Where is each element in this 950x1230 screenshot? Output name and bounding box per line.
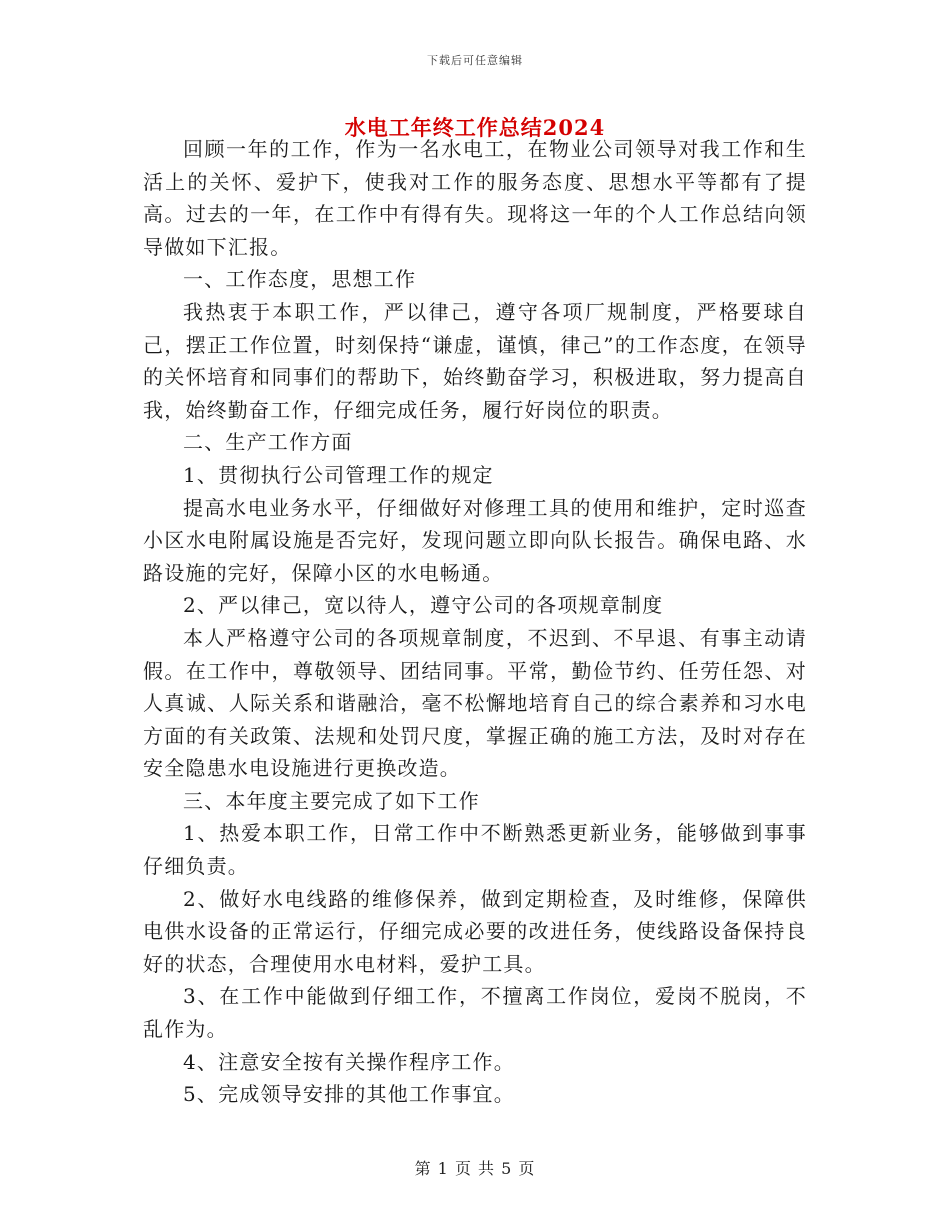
list-item: 4、注意安全按有关操作程序工作。: [183, 1049, 515, 1074]
list-item: 1、热爱本职工作，日常工作中不断熟悉更新业务，能够做到事事仔细负责。: [143, 821, 807, 879]
page-number-label: 第 1 页 共 5 页: [414, 1159, 536, 1178]
document-body: [143, 133, 807, 1111]
paragraph: 回顾一年的工作，作为一名水电工，在物业公司领导对我工作和生活上的关怀、爱护下，使我对工作的服务态度、思想水平等都有了提高。过去的一年，在工作中有得有失。现将这一年的个人工作总结向领导做如下汇报。: [143, 137, 807, 259]
subsection-heading: 1、贯彻执行公司管理工作的规定: [183, 462, 494, 487]
section-heading: 二、生产工作方面: [183, 430, 353, 455]
subsection-heading: 2、严以律己，宽以待人，遵守公司的各项规章制度: [183, 593, 664, 618]
paragraph: 本人严格遵守公司的各项规章制度，不迟到、不早退、有事主动请假。在工作中，尊敬领导、团结同事。平常，勤俭节约、任劳任怨、对人真诚、人际关系和谐融洽，毫不松懈地培育自己的综合素养和习水电方面的有关政策、法规和处罚尺度，掌握正确的施工方法，及时对存在安全隐患水电设施进行更换改造。: [143, 625, 807, 781]
list-item: 3、在工作中能做到仔细工作，不擅离工作岗位，爱岗不脱岗，不乱作为。: [143, 984, 807, 1042]
section-heading: 三、本年度主要完成了如下工作: [183, 788, 480, 813]
list-item: 2、做好水电线路的维修保养，做到定期检查，及时维修，保障供电供水设备的正常运行，仔细完成必要的改进任务，使线路设备保持良好的状态，合理使用水电材料，爱护工具。: [143, 886, 807, 976]
paragraph: 提高水电业务水平，仔细做好对修理工具的使用和维护，定时巡查小区水电附属设施是否完好，发现问题立即向队长报告。确保电路、水路设施的完好，保障小区的水电畅通。: [143, 495, 807, 585]
page-footer: [0, 1156, 950, 1179]
list-item: 5、完成领导安排的其他工作事宜。: [183, 1082, 515, 1107]
paragraph: 我热衷于本职工作，严以律己，遵守各项厂规制度，严格要球自己，摆正工作位置，时刻保持“谦虚，谨慎，律己”的工作态度，在领导的关怀培育和同事们的帮助下，始终勤奋学习，积极进取，努力提高自我，始终勤奋工作，仔细完成任务，履行好岗位的职责。: [143, 299, 807, 422]
section-heading: 一、工作态度，思想工作: [183, 267, 417, 292]
header-note: 下载后可任意编辑: [427, 54, 523, 67]
document-title: 水电工年终工作总结2024: [344, 115, 606, 140]
